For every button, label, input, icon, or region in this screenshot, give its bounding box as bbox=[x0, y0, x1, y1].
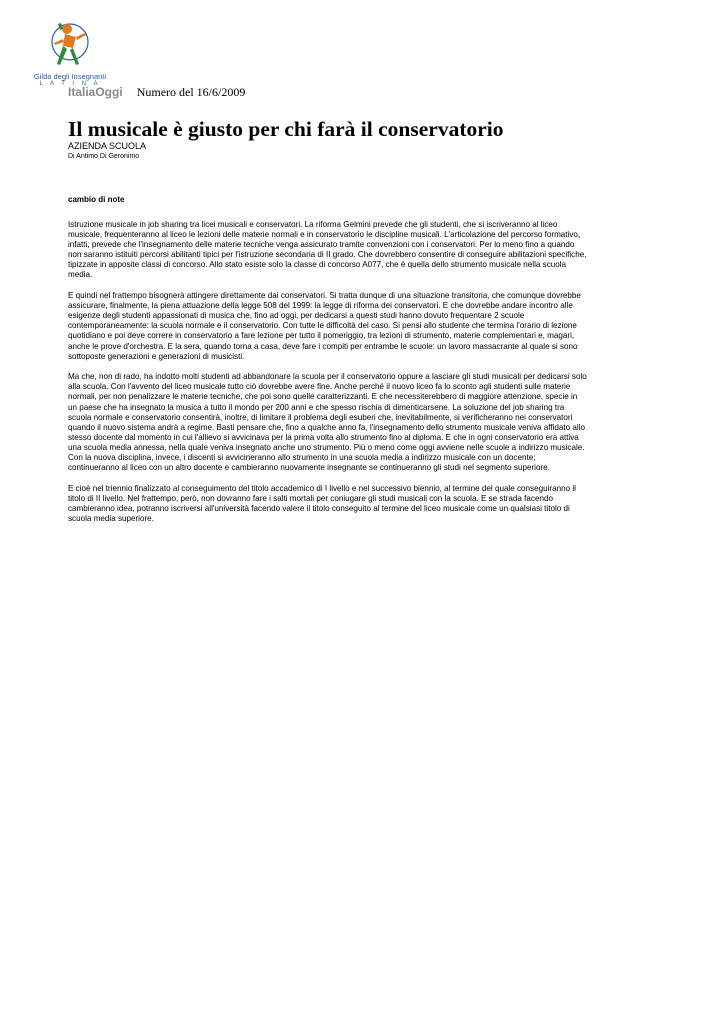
logo-city-text: L A T I N A bbox=[39, 81, 101, 87]
article-paragraph: Istruzione musicale in job sharing tra licei musicali e conservatori. La riforma Gelmini prevede che gli studenti, che si iscriveranno al liceo musicale, frequenteranno al liceo le lezioni delle materie normali e in conservatorio le discipline musicali. L'articolazione del percorso formativo, infatti, prevede che l'insegnamento delle materie tecniche venga assicurato tramite convenzioni con i conservatori. Per lo meno fino a quando non saranno istituiti percorsi abilitanti tipici per l'istruzione secondaria di II grado. Che dovrebbero consentire di conseguire abilitazioni specifiche, tipizzate in apposite classi di concorso. Allo stato esiste solo la classe di concorso A077, che è quella dello strumento musicale nella scuola media. bbox=[68, 220, 587, 280]
newspaper-name: ItaliaOggi bbox=[68, 85, 123, 99]
article-paragraph: E cioè nel triennio finalizzato al conseguimento del titolo accademico di I livello e nel successivo biennio, al termine del quale conseguiranno il titolo di II livello. Nel frattempo, però, non dovranno fare i salti mortali per coniugare gli studi musicali con la scuola. E se strada facendo cambieranno idea, potranno iscriversi all'università facendo valere il titolo conseguito al termine del liceo musicale come un qualsiasi titolo di scuola media superiore. bbox=[68, 483, 576, 523]
article-section: AZIENDA SCUOLA bbox=[68, 141, 147, 151]
article-paragraph: Ma che, non di rado, ha indotto molti studenti ad abbandonare la scuola per il conservatorio oppure a lasciare gli studi musicali per dedicarsi solo alla scuola. Con l'avvento del liceo musicale tutto ciò dovrebbe avere fine. Anche perché il nuovo liceo fa lo sconto agli studenti sulle materie normali, per non penalizzare le materie tecniche, che poi sono quelle caratterizzanti. E che necessiterebbero di maggiore attenzione, specie in un paese che ha insegnato la musica a tutto il mondo per 200 anni e che spesso rischia di dimenticarsene. La soluzione del job sharing tra scuola normale e conservatorio consentirà, inoltre, di limitare il problema degli esuberi che, inevitabilmente, si verificheranno nei conservatori quando il nuovo sistema andrà a regime. Basti pensare che, fino a qualche anno fa, l'insegnamento dello strumento musicale veniva affidato allo stesso docente dal momento in cui l'allievo si avvicinava per la prima volta allo strumento fino al diploma. E che in ogni conservatorio era attiva una scuola media annessa, nella quale veniva insegnato anche uno strumento. Più o meno come oggi avviene nelle scuole a indirizzo musicale. Con la nuova disciplina, invece, i discenti si avvicineranno allo strumento in una scuola media a indirizzo musicale con un docente; continueranno al liceo con un altro docente e cambieranno nuovamente insegnante se continueranno gli studi nel segmento superiore. bbox=[68, 372, 587, 473]
issue-date: Numero del 16/6/2009 bbox=[136, 85, 246, 99]
gilda-emblem-icon bbox=[45, 20, 95, 72]
article-title: Il musicale è giusto per chi farà il conservatorio bbox=[68, 117, 504, 141]
article-body bbox=[68, 220, 658, 535]
article-paragraph: E quindi nel frattempo bisognerà attingere direttamente dai conservatori. Si tratta dunque di una situazione transitoria, che comunque dovrebbe assicurare, finalmente, la piena attuazione della legge 508 del 1999: la legge di riforma dei conservatori. E che dovrebbe andare incontro alle esigenze degli studenti appassionati di musica che, fino ad oggi, per dedicarsi a questi studi hanno dovuto frequentare 2 scuole contemporaneamente: la scuola normale e il conservatorio. Con tutte le difficoltà del caso. Si pensi allo studente che termina l'orario di lezione quotidiano e poi deve correre in conservatorio a fare lezione per tutto il pomeriggio, tra lezioni di strumento, materie complementari e, magari, anche le prove d'orchestra. E la sera, quando torna a casa, deve fare i compiti per entrambe le scuole: un lavoro massacrante al quale si sono sottoposte generazioni e generazioni di musicisti. bbox=[68, 291, 581, 361]
article-subtitle: cambio di note bbox=[68, 195, 125, 204]
logo-name-text: Gilda degli Insegnanti bbox=[33, 72, 107, 81]
gilda-logo bbox=[30, 20, 110, 90]
article-author: Di Antimo Di Geronimo bbox=[68, 153, 140, 160]
source-line bbox=[68, 85, 245, 100]
